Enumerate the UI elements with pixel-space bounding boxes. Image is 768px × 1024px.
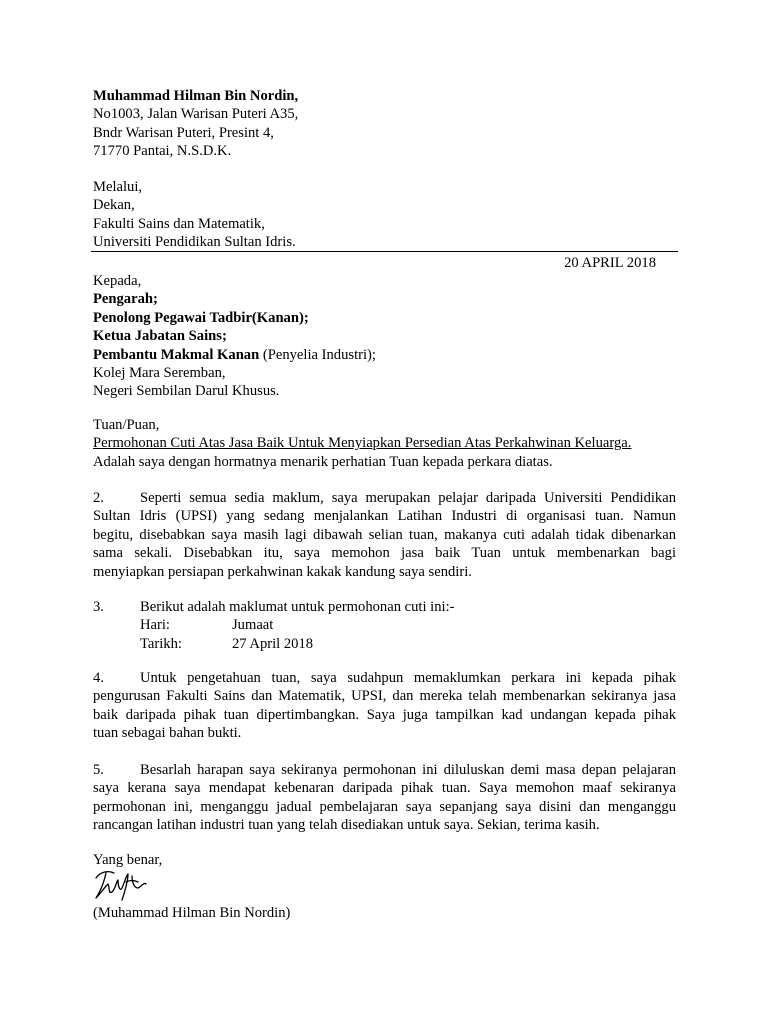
recipient-title: Ketua Jabatan Sains;: [93, 328, 227, 345]
recipient-title: Penolong Pegawai Tadbir(Kanan);: [93, 309, 309, 326]
closing: Yang benar,: [93, 852, 163, 868]
paragraph-number: 2.: [93, 490, 104, 506]
signature-image: [92, 864, 150, 904]
opening-sentence: Adalah saya dengan hormatnya menarik perhatian Tuan kepada perkara diatas.: [93, 453, 553, 470]
paragraph-number: 3.: [93, 599, 104, 615]
paragraph-line: pengurusan Fakulti Sains dan Matematik, UPSI, dan mereka telah membenarkan sekiranya jasa: [93, 688, 676, 705]
paragraph-line: 4. Untuk pengetahuan tuan, saya sudahpun memaklumkan perkara ini kepada pihak: [93, 670, 676, 686]
paragraph-line: tuan sebagai bahan bukti.: [93, 725, 242, 742]
paragraph-line: menyiapkan persiapan perkahwinan kakak kandung saya sendiri.: [93, 563, 472, 580]
via-block: [93, 178, 676, 252]
paragraph-number: 4.: [93, 670, 104, 686]
paragraph-5: [93, 761, 676, 835]
sender-block: [93, 87, 676, 161]
paragraph-line: baik daripada pihak tuan dipertimbangkan. Saya juga tampilkan kad undangan kepada pihak: [93, 706, 676, 723]
via-line: Universiti Pendidikan Sultan Idris.: [93, 234, 296, 251]
sender-name: Muhammad Hilman Bin Nordin,: [93, 88, 299, 104]
paragraph-line: Sultan Idris (UPSI) yang sedang menjalankan Latihan Industri di organisasi tuan. Namun: [93, 508, 676, 525]
paragraph-line: saya kerana saya mendapat kebenaran daripada pihak tuan. Saya memohon maaf sekiranya: [93, 780, 676, 797]
header-divider: [91, 251, 678, 252]
paragraph-line: permohonan ini, menganggu jadual pembelajaran saya sepanjang saya disini dan menganggu: [93, 798, 676, 815]
kepada-label: Kepada,: [93, 273, 142, 289]
paragraph-number: 5.: [93, 762, 104, 778]
salutation: Tuan/Puan,: [93, 417, 160, 433]
subject-line: Permohonan Cuti Atas Jasa Baik Untuk Menyiapkan Persedian Atas Perkahwinan Keluarga.: [93, 435, 632, 452]
signatory-name: (Muhammad Hilman Bin Nordin): [93, 905, 291, 921]
tarikh-value: 27 April 2018: [232, 635, 314, 652]
recipient-title: Pengarah;: [93, 291, 158, 308]
paragraph-3: [93, 598, 676, 653]
recipient-address-line: Negeri Sembilan Darul Khusus.: [93, 383, 280, 400]
leave-day-row: [93, 616, 676, 634]
paragraph-line: 3. Berikut adalah maklumat untuk permohonan cuti ini:-: [93, 599, 455, 615]
letter-date: 20 APRIL 2018: [564, 255, 656, 271]
sender-address-line: 71770 Pantai, N.S.D.K.: [93, 143, 232, 160]
hari-value: Jumaat: [232, 617, 274, 634]
recipient-block: [93, 272, 676, 401]
paragraph-line: rancangan latihan industri tuan yang telah disediakan untuk saya. Sekian, terima kasih.: [93, 817, 600, 834]
paragraph-line: 2. Seperti semua sedia maklum, saya merupakan pelajar daripada Universiti Pendidikan: [93, 490, 676, 506]
paragraph-4: [93, 669, 676, 743]
paragraph-2: [93, 489, 676, 581]
via-line: Dekan,: [93, 197, 135, 214]
sender-address-line: Bndr Warisan Puteri, Presint 4,: [93, 124, 274, 141]
sender-address-line: No1003, Jalan Warisan Puteri A35,: [93, 106, 299, 123]
via-line: Melalui,: [93, 179, 143, 195]
recipient-address-line: Kolej Mara Seremban,: [93, 364, 226, 381]
tarikh-label: Tarikh:: [140, 635, 182, 652]
via-line: Fakulti Sains dan Matematik,: [93, 215, 265, 232]
recipient-title: Pembantu Makmal Kanan (Penyelia Industri);: [93, 346, 376, 363]
paragraph-line: 5. Besarlah harapan saya sekiranya permohonan ini diluluskan demi masa depan pelajaran: [93, 762, 676, 778]
paragraph-line: sama sekali. Disebabkan itu, saya memohon jasa baik Tuan untuk membenarkan bagi: [93, 545, 676, 562]
hari-label: Hari:: [140, 617, 170, 634]
paragraph-line: begitu, disebabkan saya masih lagi dibawah selian tuan, makanya cuti adalah tidak dibenarkan: [93, 526, 676, 543]
salutation-block: [93, 416, 676, 471]
leave-date-row: [93, 635, 676, 653]
